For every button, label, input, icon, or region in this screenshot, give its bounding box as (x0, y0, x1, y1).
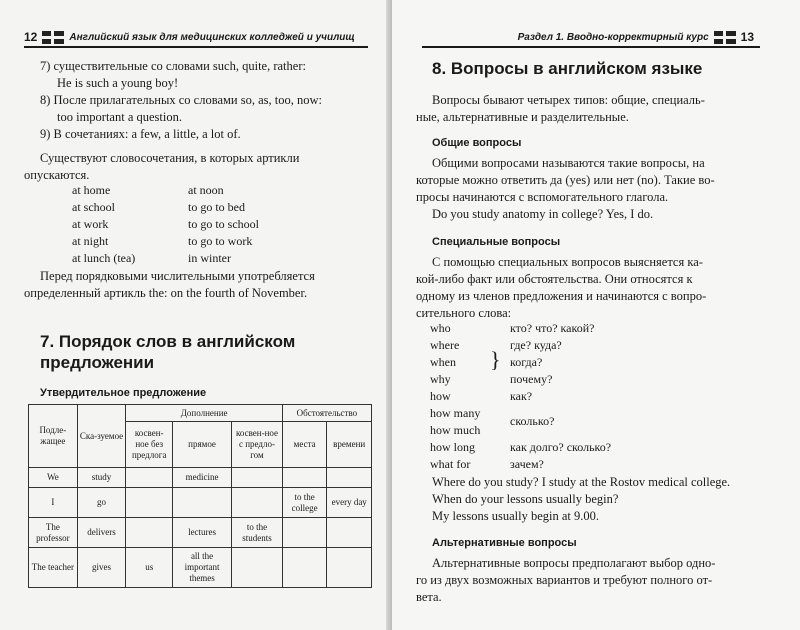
table-cell (126, 468, 173, 488)
th-adverbial-group: Обстоятельство (282, 405, 371, 422)
table-cell: gives (77, 548, 126, 588)
th-subject: Подле-жащее (29, 405, 78, 468)
right-page-number: 13 (740, 30, 754, 44)
omit-paragraph-line2: опускаются. (24, 168, 90, 182)
qword-ru: где? куда? (510, 338, 562, 352)
special-para-line4: сительного слова: (416, 306, 512, 320)
ordinal-paragraph-line1: Перед порядковыми числительными употребляется (40, 269, 315, 283)
rule-example-8: too important a question. (57, 110, 182, 124)
table-cell: The professor (29, 518, 78, 548)
table-cell: us (126, 548, 173, 588)
affirmative-subheading: Утвердительное предложение (40, 387, 207, 399)
omit-paragraph-line1: Существуют словосочетания, в которых артикли (40, 151, 300, 165)
table-cell: go (77, 488, 126, 518)
table-cell: all the important themes (173, 548, 232, 588)
qword-en: who (430, 321, 451, 335)
left-header-rule (24, 46, 368, 48)
th-place: места (282, 422, 327, 468)
qword-ru: сколько? (510, 414, 555, 428)
example-sentence: When do your lessons usually begin? (432, 492, 619, 506)
table-cell: to the college (282, 488, 327, 518)
table-cell (232, 468, 283, 488)
qword-ru: как? (510, 389, 533, 403)
alt-para-line1: Альтернативные вопросы предполагают выбор одно- (432, 556, 716, 570)
rule-example-7: He is such a young boy! (57, 76, 179, 90)
th-predicate: Ска-зуемое (77, 405, 126, 468)
table-cell (282, 548, 327, 588)
table-cell (282, 518, 327, 548)
th-indirect-no-prep: косвен-ное без предлога (126, 422, 173, 468)
qword-ru: когда? (510, 355, 543, 369)
general-example: Do you study anatomy in college? Yes, I do. (432, 207, 654, 221)
alt-para-line3: вета. (416, 590, 442, 604)
section-7-title-line2: предложении (40, 353, 155, 372)
phrase-col1: at work (72, 217, 109, 231)
alternative-questions-heading: Альтернативные вопросы (432, 537, 577, 549)
general-para-line1: Общими вопросами называются такие вопросы, на (432, 156, 705, 170)
th-time: времени (327, 422, 372, 468)
intro-line2: ные, альтернативные и разделительные. (416, 110, 629, 124)
phrase-col2: at noon (188, 183, 224, 197)
table-cell (126, 488, 173, 518)
qword-en: where (430, 338, 460, 352)
table-cell: lectures (173, 518, 232, 548)
rule-item-7: 7) существительные со словами such, quite, rather: (40, 59, 306, 73)
table-cell: The teacher (29, 548, 78, 588)
qword-en: when (430, 355, 456, 369)
right-header-title: Раздел 1. Вводно-корректирный курс (517, 31, 709, 43)
special-para-line1: С помощью специальных вопросов выясняется ка- (432, 255, 703, 269)
qword-en: why (430, 372, 451, 386)
left-header-title: Английский язык для медицинских колледжей и училищ (69, 31, 355, 43)
brace-icon: } (490, 347, 501, 372)
phrase-col1: at home (72, 183, 111, 197)
table-cell: We (29, 468, 78, 488)
phrase-col1: at school (72, 200, 115, 214)
general-para-line2: которые можно ответить да (yes) или нет (no). Такие во- (416, 173, 715, 187)
table-cell (232, 488, 283, 518)
general-para-line3: просы начинаются с вспомогательного глагола. (416, 190, 669, 204)
table-cell: medicine (173, 468, 232, 488)
left-page (0, 0, 392, 630)
qword-ru: почему? (510, 372, 553, 386)
right-running-header (518, 30, 754, 44)
qword-en: how (430, 389, 451, 403)
section-8-title: 8. Вопросы в английском языке (432, 59, 703, 78)
th-object-group: Дополнение (126, 405, 282, 422)
table-cell: every day (327, 488, 372, 518)
qword-en: what for (430, 457, 471, 471)
left-running-header (24, 30, 355, 44)
qword-en: how much (430, 423, 481, 437)
section-7-title-line1: 7. Порядок слов в английском (40, 332, 296, 351)
qword-en: how long (430, 440, 475, 454)
special-para-line3: одному из членов предложения и начинаются с вопро- (416, 289, 707, 303)
table-cell (327, 548, 372, 588)
right-page (392, 0, 800, 630)
table-cell: to the students (232, 518, 283, 548)
phrase-col1: at night (72, 234, 109, 248)
ordinal-paragraph-line2: определенный артикль the: on the fourth of November. (24, 286, 308, 300)
word-order-table (28, 404, 372, 588)
table-cell: study (77, 468, 126, 488)
qword-ru: зачем? (510, 457, 544, 471)
table-cell: I (29, 488, 78, 518)
phrase-col2: to go to bed (188, 200, 245, 214)
qword-ru: кто? что? какой? (510, 321, 595, 335)
table-cell (173, 488, 232, 518)
th-direct: прямое (173, 422, 232, 468)
general-questions-heading: Общие вопросы (432, 137, 522, 149)
th-indirect-prep: косвен-ное с предло-гом (232, 422, 283, 468)
table-cell (232, 548, 283, 588)
intro-line1: Вопросы бывают четырех типов: общие, специаль- (432, 93, 705, 107)
phrase-col2: to go to work (188, 234, 253, 248)
phrase-col1: at lunch (tea) (72, 251, 136, 265)
special-questions-heading: Специальные вопросы (432, 236, 561, 248)
special-para-line2: кой-либо факт или обстоятельства. Они относятся к (416, 272, 693, 286)
qword-en: how many (430, 406, 481, 420)
example-sentence: Where do you study? I study at the Rostov medical college. (432, 475, 731, 489)
uk-flag-icon (714, 31, 736, 44)
example-sentence: My lessons usually begin at 9.00. (432, 509, 600, 523)
table-cell (327, 468, 372, 488)
table-cell: delivers (77, 518, 126, 548)
rule-item-8: 8) После прилагательных со словами so, as, too, now: (40, 93, 322, 107)
left-page-number: 12 (24, 30, 38, 44)
alt-para-line2: го из двух возможных вариантов и требуют полного от- (416, 573, 713, 587)
qword-ru: как долго? сколько? (510, 440, 612, 454)
phrase-col2: in winter (188, 251, 231, 265)
rule-item-9: 9) В сочетаниях: a few, a little, a lot of. (40, 127, 241, 141)
table-cell (327, 518, 372, 548)
table-cell (282, 468, 327, 488)
phrase-col2: to go to school (188, 217, 259, 231)
table-cell (126, 518, 173, 548)
right-header-rule (422, 46, 760, 48)
uk-flag-icon (42, 31, 64, 44)
